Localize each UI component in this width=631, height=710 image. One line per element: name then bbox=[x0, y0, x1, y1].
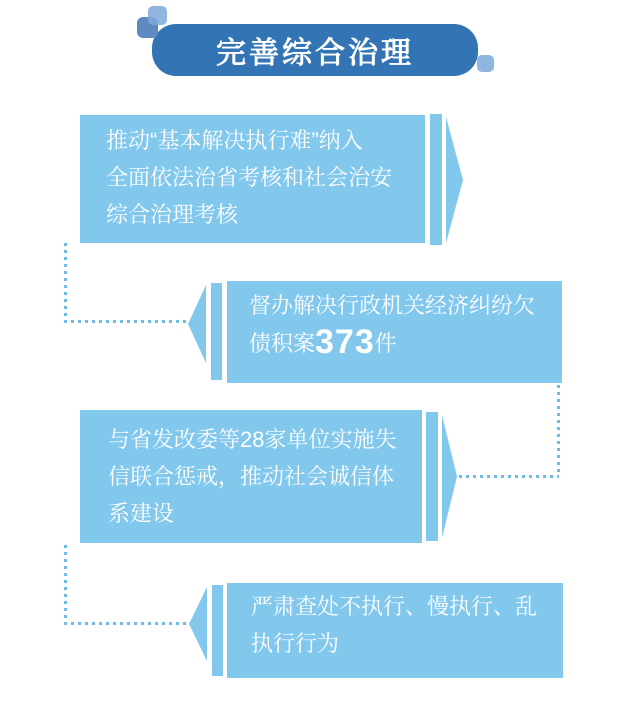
arrow-right-bar-1 bbox=[430, 114, 442, 245]
arrow-right-icon-1 bbox=[446, 117, 463, 243]
section-title: 完善综合治理 bbox=[216, 37, 414, 70]
step-3-line-1: 与省发改委等28家单位实施失 bbox=[108, 427, 397, 452]
dotted-connector-3-vertical bbox=[64, 545, 67, 624]
arrow-left-bar-4 bbox=[212, 585, 223, 676]
dotted-connector-3-horizontal bbox=[64, 622, 187, 625]
arrow-left-icon-2 bbox=[188, 285, 206, 363]
step-box-2 bbox=[227, 281, 562, 383]
step-1-line-2: 全面依法治省考核和社会治安 bbox=[106, 165, 393, 190]
step-box-1 bbox=[80, 115, 425, 243]
arrow-right-bar-3 bbox=[426, 412, 438, 541]
section-header bbox=[152, 24, 478, 76]
step-2-line-1: 督办解决行政机关经济纠纷欠 bbox=[249, 293, 536, 318]
step-3-line-2: 信联合惩戒，推动社会诚信体 bbox=[108, 464, 395, 489]
step-1-line-3: 综合治理考核 bbox=[106, 202, 239, 227]
dotted-connector-1-vertical bbox=[64, 243, 67, 323]
step-2-line-2-suffix: 件 bbox=[374, 331, 397, 356]
arrow-left-bar-2 bbox=[211, 283, 222, 380]
step-2-line-2 bbox=[249, 324, 562, 362]
decor-square-bottom-icon bbox=[477, 55, 494, 72]
dotted-connector-1-horizontal bbox=[64, 320, 186, 323]
decor-square-light-icon bbox=[148, 6, 167, 25]
arrow-right-icon-3 bbox=[442, 415, 457, 538]
dotted-connector-2-vertical bbox=[557, 385, 560, 476]
step-2-highlight-number: 373 bbox=[315, 323, 375, 361]
arrow-left-icon-4 bbox=[189, 587, 207, 661]
dotted-connector-2-horizontal bbox=[459, 475, 559, 478]
step-4-line-1: 严肃查处不执行、慢执行、乱 bbox=[251, 594, 538, 619]
step-2-line-2-prefix: 债积案 bbox=[249, 331, 316, 356]
step-4-line-2: 执行行为 bbox=[251, 631, 340, 656]
step-1-line-1: 推动“基本解决执行难”纳入 bbox=[106, 128, 363, 153]
step-box-4 bbox=[227, 583, 563, 678]
step-3-line-3: 系建设 bbox=[108, 501, 175, 526]
step-box-3 bbox=[80, 410, 422, 543]
